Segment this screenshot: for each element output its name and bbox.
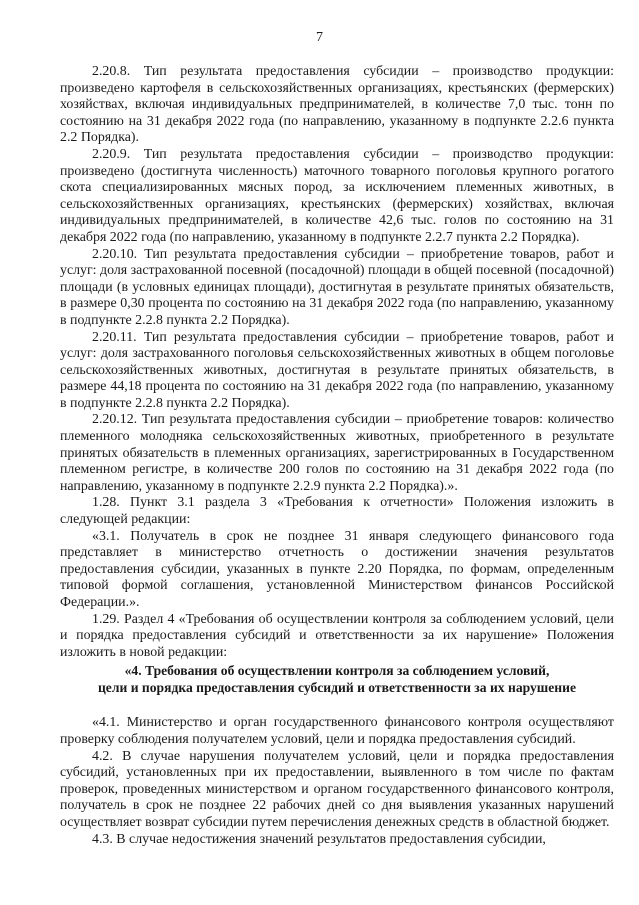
paragraph-4-2: 4.2. В случае нарушения получателем условий, цели и порядка предоставления субсидий, установленных при их предоставлении, выявленного в том числе по фактам проверок, проведенных министерством и органом государственного финансового контроля, получатель в срок не позднее 22 рабочих дней со дня выявления указанных нарушений осуществляет возврат субсидии путем перечисления денежных средств в областной бюджет. [60,748,614,830]
paragraph-2-20-8: 2.20.8. Тип результата предоставления субсидии – производство продукции: произведено картофеля в сельскохозяйственных организациях, крестьянских (фермерских) хозяйствах, включая индивидуальных предпринимателей, в количестве 7,0 тыс. тонн по состоянию на 31 декабря 2022 года (по направлению, указанному в подпункте 2.2.6 пункта 2.2 Порядка). [60,64,614,146]
paragraph-2-20-12: 2.20.12. Тип результата предоставления субсидии – приобретение товаров: количество племенного молодняка сельскохозяйственных животных, приобретенного в результате принятых обязательств в племенных организациях, зарегистрированных в Государственном племенном регистре, в количестве 200 голов по состоянию на 31 декабря 2022 года (по направлению, указанному в подпункте 2.2.9 пункта 2.2 Порядка).». [60,412,614,494]
section-4-heading [60,662,614,696]
document-body [60,64,614,848]
paragraph-1-29: 1.29. Раздел 4 «Требования об осуществлении контроля за соблюдением условий, цели и порядка предоставления субсидий и ответственности за их нарушение» Положения изложить в новой редакции: [60,611,614,660]
paragraph-2-20-9: 2.20.9. Тип результата предоставления субсидии – производство продукции: произведено (достигнута численность) маточного товарного поголовья крупного рогатого скота специализированных мясных пород, за исключением племенных животных, в сельскохозяйственных организациях, крестьянских (фермерских) хозяйствах, включая индивидуальных предпринимателей, в количестве 42,6 тыс. голов по состоянию на 31 декабря 2022 года (по направлению, указанному в подпункте 2.2.7 пункта 2.2 Порядка). [60,146,614,245]
page-number: 7 [316,30,323,45]
paragraph-3-1: «3.1. Получатель в срок не позднее 31 января следующего финансового года представляет в министерство отчетность о достижении значения результатов предоставления субсидии, указанных в пункте 2.20 Порядка, по формам, определенным типовой формой соглашения, установленной Министерством финансов Российской Федерации.». [60,528,614,610]
section-4-heading-line-2: цели и порядка предоставления субсидий и ответственности за их нарушение [97,680,577,696]
paragraph-4-1: «4.1. Министерство и орган государственного финансового контроля осуществляют проверку соблюдения получателем условий, цели и порядка предоставления субсидий. [60,715,614,747]
paragraph-2-20-10: 2.20.10. Тип результата предоставления субсидии – приобретение товаров, работ и услуг: доля застрахованной посевной (посадочной) площади в общей посевной (посадочной) площади (в условных единицах площади), достигнутая в результате принятых обязательств, в размере 0,30 процента по состоянию на 31 декабря 2022 года (по направлению, указанному в подпункте 2.2.8 пункта 2.2 Порядка). [60,246,614,328]
paragraph-4-3: 4.3. В случае недостижения значений результатов предоставления субсидии, [92,831,546,847]
paragraph-1-28: 1.28. Пункт 3.1 раздела 3 «Требования к отчетности» Положения изложить в следующей редакции: [60,495,614,528]
paragraph-2-20-11: 2.20.11. Тип результата предоставления субсидии – приобретение товаров, работ и услуг: доля застрахованного поголовья сельскохозяйственных животных в общем поголовье сельскохозяйственных животных, достигнутая в результате принятых обязательств, в размере 44,18 процента по состоянию на 31 декабря 2022 года (по направлению, указанному в подпункте 2.2.8 пункта 2.2 Порядка). [60,329,614,411]
section-4-heading-line-1: «4. Требования об осуществлении контроля за соблюдением условий, [124,663,550,679]
